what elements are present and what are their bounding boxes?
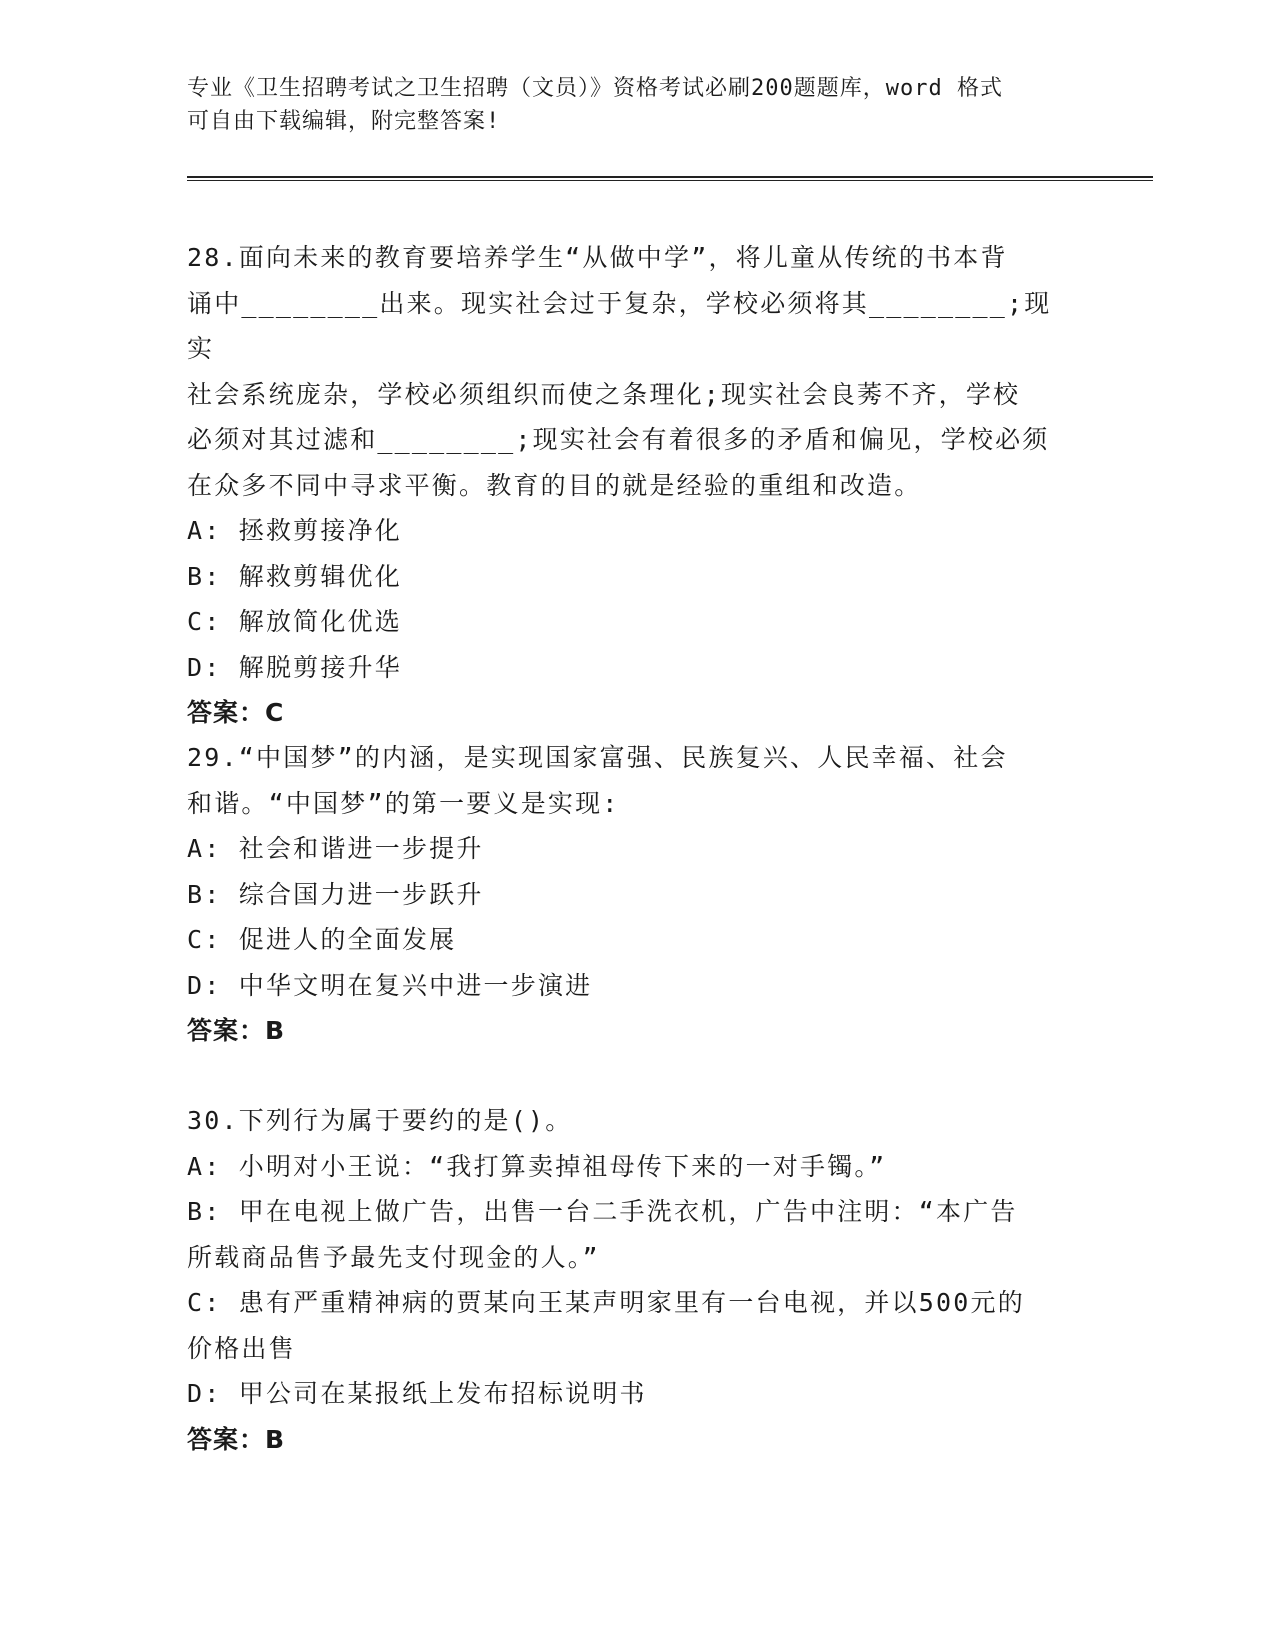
- header-line: 可自由下载编辑，附完整答案!: [187, 109, 501, 134]
- answer: 答案：B: [187, 1424, 286, 1454]
- question-stem-line: 诵中________出来。现实社会过于复杂，学校必须将其________;现实: [187, 288, 1052, 363]
- question-stem-line: 在众多不同中寻求平衡。教育的目的就是经验的重组和改造。: [187, 470, 922, 500]
- answer: 答案：C: [187, 698, 285, 727]
- option-c: C: 促进人的全面发展: [187, 925, 457, 954]
- option-a: A: 社会和谐进一步提升: [187, 834, 484, 863]
- question-28: [187, 235, 1067, 736]
- option-b-continued: 所载商品售予最先支付现金的人。”: [187, 1242, 600, 1272]
- option-b: B: 解救剪辑优化: [187, 561, 402, 591]
- option-a: A: 拯救剪接净化: [187, 516, 402, 545]
- question-stem-line: 社会系统庞杂，学校必须组织而使之条理化;现实社会良莠不齐，学校: [187, 379, 1021, 409]
- option-c: C: 患有严重精神病的贾某向王某声明家里有一台电视，并以500元的: [187, 1288, 1025, 1317]
- option-c-continued: 价格出售: [187, 1333, 296, 1363]
- header-divider: [187, 176, 1153, 181]
- question-stem-line: 28.面向未来的教育要培养学生“从做中学”，将儿童从传统的书本背: [187, 243, 1008, 272]
- question-29: [187, 735, 1067, 1054]
- question-stem-line: 29.“中国梦”的内涵，是实现国家富强、民族复兴、人民幸福、社会: [187, 743, 1008, 772]
- question-stem-line: 30.下列行为属于要约的是()。: [187, 1106, 573, 1135]
- option-b: B: 甲在电视上做广告，出售一台二手洗衣机，广告中注明：“本广告: [187, 1197, 1018, 1226]
- question-stem-line: 必须对其过滤和________;现实社会有着很多的矛盾和偏见，学校必须: [187, 425, 1050, 454]
- option-d: D: 解脱剪接升华: [187, 652, 402, 682]
- question-stem-line: 和谐。“中国梦”的第一要义是实现:: [187, 788, 620, 818]
- document-header: [187, 72, 1067, 138]
- header-line: 专业《卫生招聘考试之卫生招聘（文员）》资格考试必刷200题题库，word 格式: [187, 76, 1003, 101]
- question-30: [187, 1098, 1067, 1462]
- option-d: D: 甲公司在某报纸上发布招标说明书: [187, 1379, 647, 1408]
- option-c: C: 解放简化优选: [187, 607, 402, 636]
- option-b: B: 综合国力进一步跃升: [187, 879, 484, 909]
- option-a: A: 小明对小王说：“我打算卖掉祖母传下来的一对手镯。”: [187, 1151, 887, 1181]
- option-d: D: 中华文明在复兴中进一步演进: [187, 970, 593, 1000]
- answer: 答案：B: [187, 1016, 286, 1045]
